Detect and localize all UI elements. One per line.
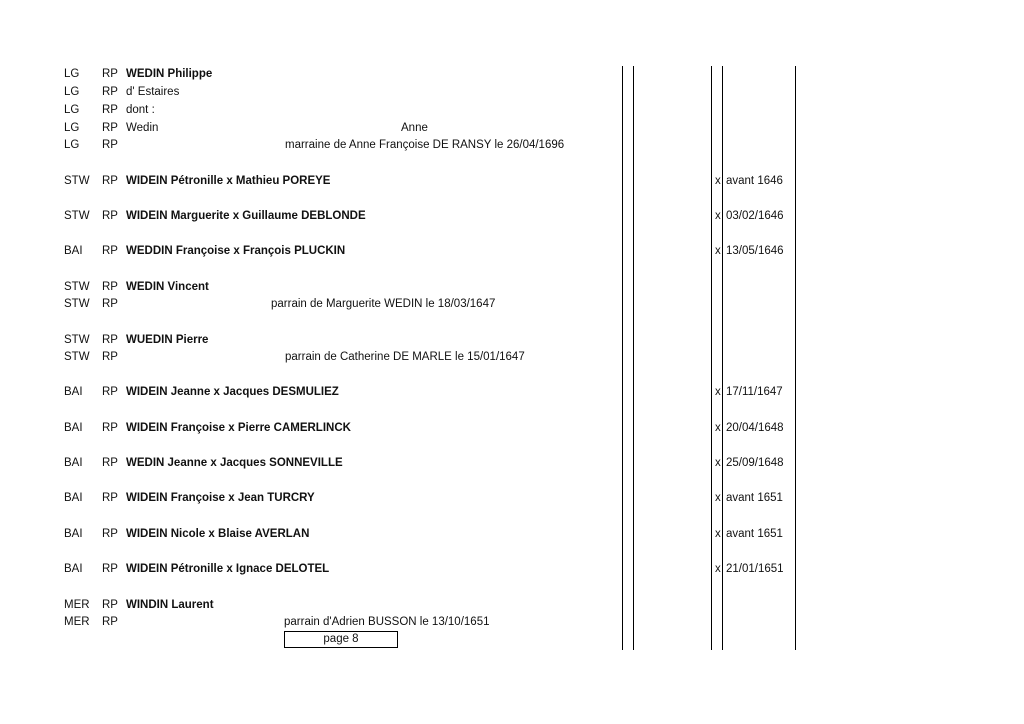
parish-code: BAI: [64, 386, 83, 398]
register-code: RP: [102, 457, 118, 469]
register-code: RP: [102, 599, 118, 611]
record-row: [0, 420, 1024, 437]
register-code: RP: [102, 104, 118, 116]
record-row: [0, 561, 1024, 578]
record-row: [0, 349, 1024, 366]
register-code: RP: [102, 86, 118, 98]
entry-note: parrain de Marguerite WEDIN le 18/03/1647: [271, 298, 496, 310]
parish-code: LG: [64, 139, 80, 151]
entry-name: WIDEIN Marguerite x Guillaume DEBLONDE: [126, 210, 366, 222]
entry-note: marraine de Anne Françoise DE RANSY le 26/04/1696: [285, 139, 565, 151]
entry-name: WEDIN Vincent: [126, 281, 209, 293]
register-code: RP: [102, 122, 118, 134]
page-number-box: [284, 631, 398, 648]
marriage-mark: x: [715, 422, 721, 434]
parish-code: STW: [64, 334, 90, 346]
record-row: [0, 296, 1024, 313]
record-row: [0, 84, 1024, 101]
parish-code: STW: [64, 298, 90, 310]
record-row: [0, 526, 1024, 543]
marriage-mark: x: [715, 210, 721, 222]
entry-name: WEDIN Philippe: [126, 68, 213, 80]
page-number: page 8: [323, 633, 359, 645]
record-row: [0, 597, 1024, 614]
marriage-date: avant 1646: [726, 175, 783, 187]
record-row: [0, 490, 1024, 507]
register-code: RP: [102, 334, 118, 346]
register-code: RP: [102, 245, 118, 257]
record-row: [0, 66, 1024, 83]
parish-code: LG: [64, 68, 80, 80]
parish-code: LG: [64, 104, 80, 116]
entry-name: WIDEIN Pétronille x Mathieu POREYE: [126, 175, 331, 187]
entry-name: WIDEIN Françoise x Pierre CAMERLINCK: [126, 422, 351, 434]
record-row: [0, 279, 1024, 296]
register-code: RP: [102, 351, 118, 363]
entry-note: Anne: [401, 122, 428, 134]
entry-note: parrain de Catherine DE MARLE le 15/01/1647: [285, 351, 525, 363]
record-row: [0, 137, 1024, 154]
parish-code: MER: [64, 616, 90, 628]
marriage-mark: x: [715, 492, 721, 504]
marriage-mark: x: [715, 175, 721, 187]
marriage-date: 20/04/1648: [726, 422, 784, 434]
register-code: RP: [102, 616, 118, 628]
entry-name: WIDEIN Pétronille x Ignace DELOTEL: [126, 563, 330, 575]
record-row: [0, 384, 1024, 401]
register-code: RP: [102, 386, 118, 398]
register-code: RP: [102, 528, 118, 540]
parish-code: LG: [64, 86, 80, 98]
entry-name: WIDEIN Jeanne x Jacques DESMULIEZ: [126, 386, 339, 398]
marriage-date: avant 1651: [726, 528, 783, 540]
parish-code: STW: [64, 210, 90, 222]
register-code: RP: [102, 210, 118, 222]
register-code: RP: [102, 281, 118, 293]
entry-name: WINDIN Laurent: [126, 599, 214, 611]
parish-code: BAI: [64, 422, 83, 434]
record-row: [0, 332, 1024, 349]
marriage-date: 21/01/1651: [726, 563, 784, 575]
entry-note: parrain d'Adrien BUSSON le 13/10/1651: [284, 616, 490, 628]
record-row: [0, 614, 1024, 631]
parish-code: MER: [64, 599, 90, 611]
register-code: RP: [102, 422, 118, 434]
register-code: RP: [102, 68, 118, 80]
entry-name: dont :: [126, 104, 155, 116]
record-row: [0, 243, 1024, 260]
register-code: RP: [102, 492, 118, 504]
register-code: RP: [102, 175, 118, 187]
marriage-mark: x: [715, 245, 721, 257]
marriage-date: 17/11/1647: [726, 386, 783, 398]
parish-code: LG: [64, 122, 80, 134]
entry-name: WEDDIN Françoise x François PLUCKIN: [126, 245, 346, 257]
marriage-mark: x: [715, 563, 721, 575]
marriage-mark: x: [715, 528, 721, 540]
marriage-date: 13/05/1646: [726, 245, 784, 257]
parish-code: STW: [64, 351, 90, 363]
entry-name: Wedin: [126, 122, 159, 134]
parish-code: STW: [64, 281, 90, 293]
parish-code: BAI: [64, 563, 83, 575]
entry-name: WIDEIN Françoise x Jean TURCRY: [126, 492, 315, 504]
record-row: [0, 120, 1024, 137]
register-code: RP: [102, 139, 118, 151]
record-row: [0, 455, 1024, 472]
parish-code: BAI: [64, 457, 83, 469]
record-row: [0, 102, 1024, 119]
parish-code: BAI: [64, 528, 83, 540]
record-row: [0, 208, 1024, 225]
entry-name: d' Estaires: [126, 86, 180, 98]
marriage-date: 25/09/1648: [726, 457, 784, 469]
marriage-date: avant 1651: [726, 492, 783, 504]
parish-code: BAI: [64, 492, 83, 504]
marriage-mark: x: [715, 457, 721, 469]
register-code: RP: [102, 298, 118, 310]
parish-code: BAI: [64, 245, 83, 257]
marriage-mark: x: [715, 386, 721, 398]
parish-code: STW: [64, 175, 90, 187]
entry-name: WIDEIN Nicole x Blaise AVERLAN: [126, 528, 310, 540]
register-code: RP: [102, 563, 118, 575]
marriage-date: 03/02/1646: [726, 210, 784, 222]
entry-name: WUEDIN Pierre: [126, 334, 209, 346]
record-row: [0, 173, 1024, 190]
entry-name: WEDIN Jeanne x Jacques SONNEVILLE: [126, 457, 343, 469]
